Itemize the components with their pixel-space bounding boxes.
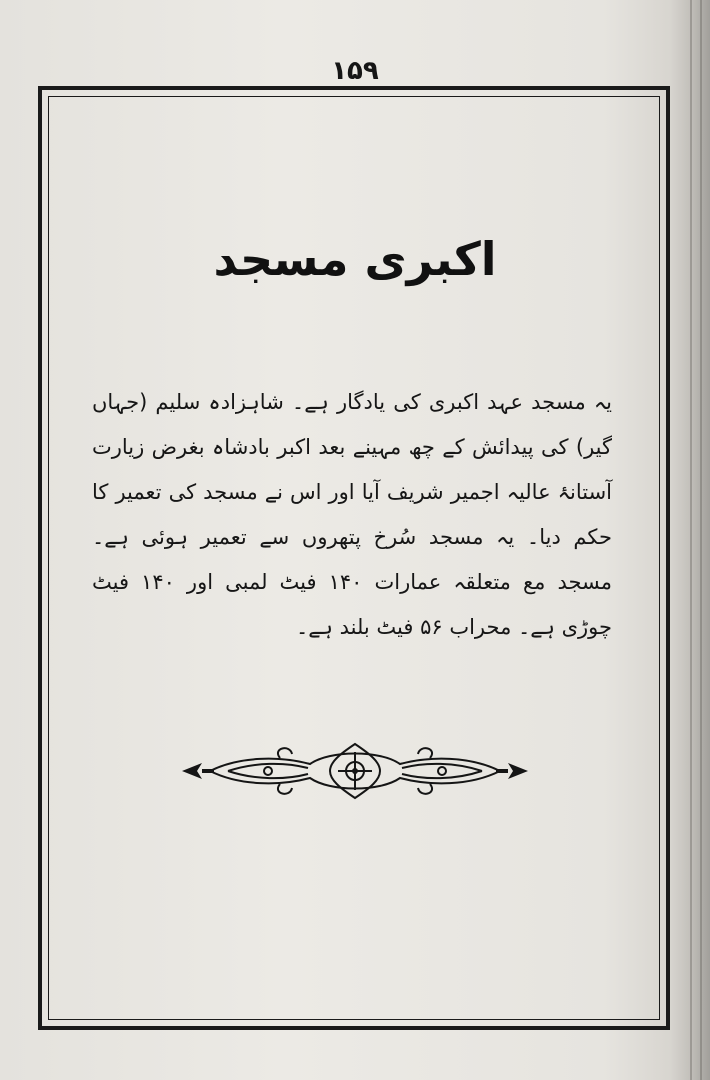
spine-edge-line — [690, 0, 692, 1080]
body-paragraph: یہ مسجد عہد اکبری کی یادگار ہے۔ شاہزادہ سلیم (جہاں گیر) کی پیدائش کے چھ مہینے بعد اکبر بادشاہ بغرض زیارت آستانۂ عالیہ اجمیر شریف آیا اور اس نے مسجد کی تعمیر کا حکم دیا۔ یہ مسجد سُرخ پتھروں سے تعمیر ہوئی ہے۔ مسجد مع متعلقہ عمارات ۱۴۰ فیٹ لمبی اور ۱۴۰ فیٹ چوڑی ہے۔ محراب ۵۶ فیٹ بلند ہے۔ — [92, 390, 612, 639]
page-number: ۱۵۹ — [331, 56, 379, 86]
spine-edge-line — [700, 0, 702, 1080]
decorative-ornament-icon — [180, 738, 530, 804]
page-title: اکبری مسجد — [213, 232, 497, 286]
